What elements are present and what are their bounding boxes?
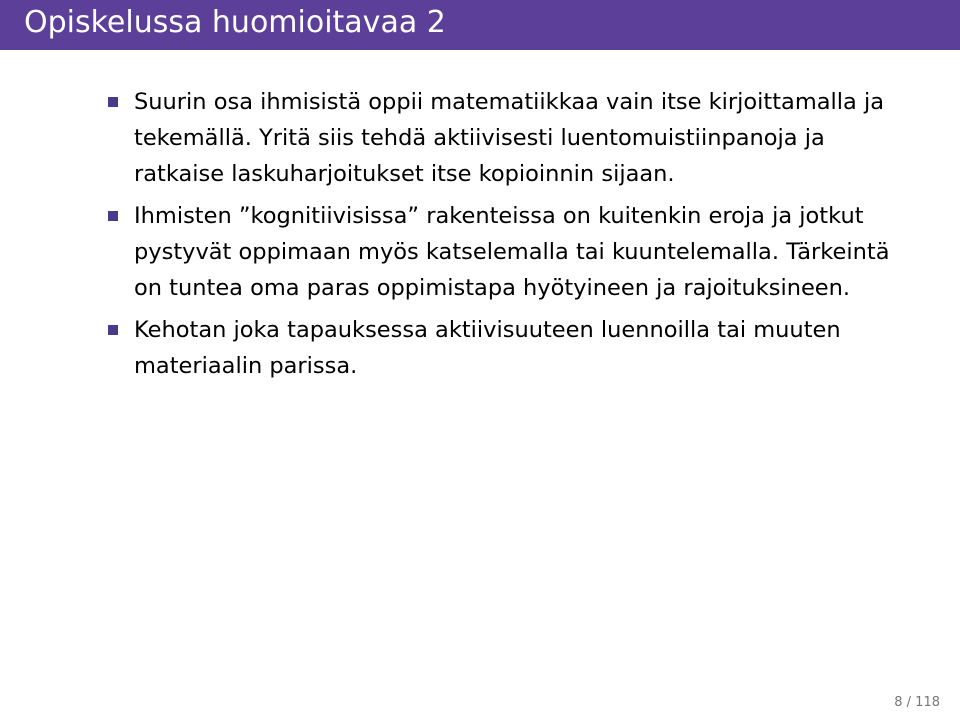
slide-header: [0, 0, 960, 50]
bullet-item: [106, 84, 906, 192]
bullet-item-text: Kehotan joka tapauksessa aktiivisuuteen luennoilla tai muuten materiaalin parissa.: [134, 317, 841, 379]
bullet-item-text: Suurin osa ihmisistä oppii matematiikkaa vain itse kirjoittamalla ja tekemällä. Yritä siis tehdä aktiivisesti luentomuistiinpanoja ja ratkaise laskuharjoitukset itse kopioinnin sijaan.: [134, 89, 885, 187]
slide-title: Opiskelussa huomioitavaa 2: [24, 5, 446, 40]
bullet-item-text: Ihmisten ”kognitiivisissa” rakenteissa on kuitenkin eroja ja jotkut pystyvät oppimaan myös katselemalla tai kuuntelemalla. Tärkeintä on tuntea oma paras oppimistapa hyötyineen ja rajoituksineen.: [134, 203, 890, 301]
square-bullet-icon: [108, 325, 118, 335]
bullet-item: [106, 198, 906, 306]
square-bullet-icon: [108, 97, 118, 107]
bullet-list: [106, 84, 906, 384]
square-bullet-icon: [108, 211, 118, 221]
page-number: 8 / 118: [894, 695, 940, 710]
bullet-item: [106, 312, 906, 384]
